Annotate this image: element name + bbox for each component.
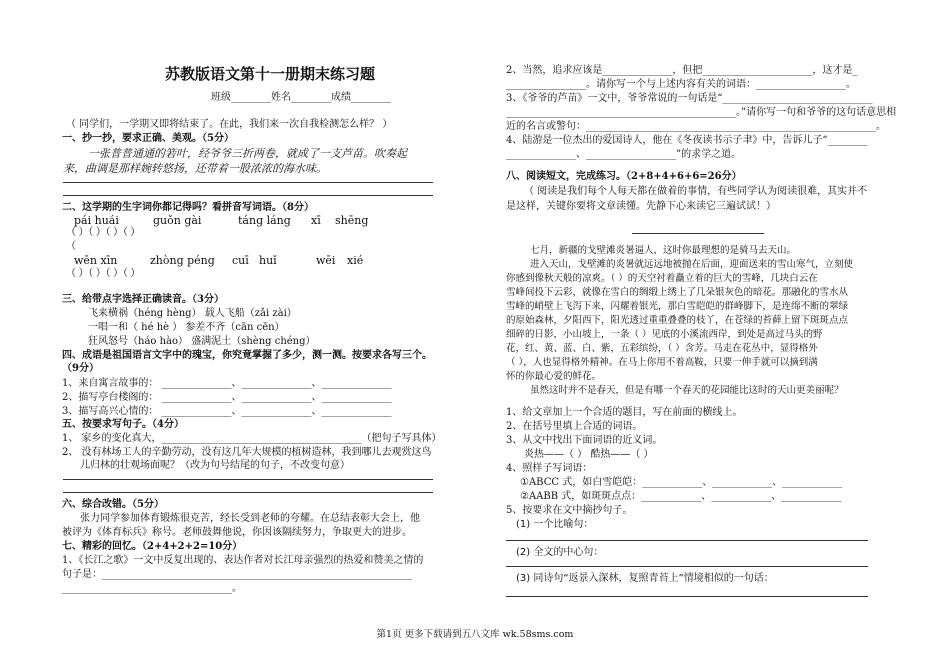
writing-line <box>63 492 433 493</box>
writing-line <box>63 479 433 480</box>
pinyin: zhòng péng <box>150 254 215 267</box>
writing-line <box>63 182 433 183</box>
passage-line: 虽然这时并不是春天，但是有哪一个春天的花园能比这时的天山更美丽呢？ <box>530 385 844 396</box>
q8-question: 5、按要求在文中摘抄句子。 <box>506 505 633 516</box>
page-footer: 第1页 更多下载请到五八文库 wk.58sms.com <box>376 629 574 640</box>
q1-line: 一张普普通通的箬叶，经爷爷三折两卷，就成了一支芦苗。吹奏起 <box>88 147 407 160</box>
q3-line: 狂风怒号（háo hào） 盛满泥土（shèng chéng） <box>88 336 316 347</box>
answer-bracket: （ <box>66 241 76 252</box>
q7-line: 句子是：______________________________________________________________ <box>62 569 412 580</box>
writing-line <box>506 596 868 597</box>
student-info: 班级________姓名________成绩________ <box>211 92 391 103</box>
q8-question: (2) 全文的中心句： <box>516 547 604 558</box>
q8-heading: 八、阅读短文，完成练习。（2+8+4+6+6=26分） <box>506 171 742 182</box>
q5-heading: 五、按要求写句子。（4分） <box>62 419 184 430</box>
answer-brackets: （ ）（ ）（ ）（ ） <box>66 268 141 279</box>
q1-heading: 一、抄一抄，要求正确、美观。（5分） <box>62 133 234 144</box>
writing-line <box>63 195 433 196</box>
q7-line: 1、《长江之歌》一文中反复出现的、表达作者对长江母亲强烈的热爱和赞美之情的 <box>62 555 424 566</box>
pinyin: cuī <box>232 254 249 267</box>
pinyin: xié <box>347 254 364 267</box>
q7-continued: 2、当然，追求应该是______________，但把______________________，这才是_ <box>506 65 858 76</box>
q5-line: 1、 家乡的变化真大，________________________________________（把句子写具体） <box>62 433 442 444</box>
pinyin: táng láng <box>238 214 291 227</box>
q5-line: 2、 没有林场工人的辛勤劳动，没有这几年大规模的植树造林，我到哪儿去观赏这鸟 <box>62 447 432 458</box>
passage-line: 的原始森林，夕阳西下，阳光透过重重叠叠的枝丫，在苍绿的苔藓上留下斑斑点点 <box>506 315 849 326</box>
q6-line: 被评为《体育标兵》称号。老师鼓舞他说，你因该隔续努力，争取更大的进步。 <box>62 527 412 538</box>
q8-question: (3) 同诗句“返景入深林，复照青苔上”情境相似的一句话： <box>516 573 774 584</box>
q3-line: 飞来横祸（héng hèng） 载人飞船（zǎi zài） <box>88 308 297 319</box>
q8-question: ②AABB 式，如斑斑点点：____________、____________、____________ <box>520 491 842 502</box>
q8-question: ①ABCC 式，如白雪皑皑：____________、____________、____________ <box>520 477 843 488</box>
q7-line: __________________________________。 <box>62 583 242 594</box>
pinyin: wēi <box>316 254 336 267</box>
pinyin: wēn xīn <box>74 254 118 267</box>
passage-line: 细碎的日影，小山坡上，一条（ ）见底的小溪流西岸，到处是高过马头的野 <box>506 329 823 340</box>
title-line <box>632 233 764 234</box>
q4-heading: 四、成语是祖国语言文字中的瑰宝，你究竟掌握了多少，测一测。按要求各写三个。 <box>62 350 432 361</box>
pinyin: huǐ <box>259 254 277 267</box>
q8-question: 3、从文中找出下面词语的近义词。 <box>506 435 663 446</box>
q4-line: 1、来自寓言故事的： ______________、______________、______________ <box>62 378 392 389</box>
q3-heading: 三、给带点字选择正确读音。（3分） <box>62 294 224 305</box>
q1-line: 来，曲调是那样婉转悠扬，还带着一股浓浓的海水味。 <box>63 162 327 175</box>
passage-line: 七月，新疆的戈壁滩炎暑逼人，这时你最理想的是骑马去天山。 <box>530 245 797 256</box>
pinyin: xī <box>311 214 321 227</box>
q7-continued: ______________、__________________”的求学之道。 <box>506 149 742 160</box>
intro-note: （ 同学们，一学期又即将结束了。在此，我们来一次自我检测怎么样？ ） <box>66 119 393 130</box>
q4-sub: （9分） <box>62 363 99 374</box>
passage-line: 雪峰的峭壁上飞泻下来，闪耀着银光，那白雪皑皑的群峰脚下，是连绵不断的翠绿 <box>506 301 849 312</box>
writing-line <box>506 540 868 541</box>
passage-line: 花，红、黄、蓝、白、紫，五彩缤纷，（ ）含芳。马走在花丛中，显得格外 <box>506 343 818 354</box>
q8-question: 炎热——（ ） 酷热——（ ） <box>524 449 654 460</box>
q2-heading: 二、这学期的生字词你都记得吗？看拼音写词语。（8分） <box>62 202 314 213</box>
q7-continued: ________________。请你写一个与上述内容有关的词语：__________________。 <box>506 79 856 90</box>
passage-line: （ ），人也显得格外精神。在马上你用不着高鞍，只要一伸手就可以摘到满 <box>506 357 818 368</box>
q7-heading: 七、精彩的回忆。（2+4+2+2=10分） <box>62 541 243 552</box>
passage-line: 进入天山，戈壁滩的炎暑就远远地被抛在后面，迎面送来的雪山寒气，立刻使 <box>530 259 854 270</box>
pinyin: guǒn gài <box>153 214 202 227</box>
pinyin: shēng <box>335 214 369 227</box>
q7-continued: 4、陆游是一位杰出的爱国诗人，他在《冬夜读书示子聿》中，告诉儿子“________ <box>506 135 868 146</box>
q8-intro: （ 阅读是我们每个人每天都在做着的事情，有些同学认为阅读很难，其实并不 <box>524 186 868 197</box>
writing-line <box>506 566 868 567</box>
q8-intro: 是这样，关键你要将文章读懂。先静下心来读它三遍试试！） <box>506 201 776 212</box>
answer-brackets: （ ）（ ）（ ）（ ） <box>66 227 141 238</box>
q8-question: 1、给文章加上一个合适的题目，写在前面的横线上。 <box>506 407 743 418</box>
pinyin: pái huái <box>74 214 119 227</box>
passage-line: 你感到像秋天般的凉爽。（ ）的天空衬着矗立着的巨大的雪峰，几块白云在 <box>506 273 818 284</box>
q7-continued: 近的名言或警句：__________________________________________________________。 <box>506 121 886 132</box>
q6-heading: 六、综合改错。（5分） <box>62 499 164 510</box>
q4-line: 2、描写亭台楼阁的： ______________、______________、______________ <box>62 392 392 403</box>
page-title: 苏教版语文第十一册期末练习题 <box>165 65 376 83</box>
q6-line: 张力同学参加体育锻炼很克苦，经长受到老师的夸耀。在总结表彰大会上，他 <box>80 513 420 524</box>
q7-continued: 3、《爷爷的芦苗》一文中，爷爷常说的一句话是“______________________________ <box>506 93 873 104</box>
q8-question: (1) 一个比喻句： <box>516 519 594 530</box>
q4-line: 3、描写高兴心情的： ______________、______________、______________ <box>62 406 392 417</box>
q8-question: 2、在括号里填上合适的词语。 <box>506 421 643 432</box>
q7-continued: ______________________________________________。”请你写一句和爷爷的这句话意思相 <box>506 107 897 118</box>
q8-question: 4、照样子写词语： <box>506 463 593 474</box>
q3-line: 一唱一和（ hé hè ） 参差不齐（cān cēn） <box>88 322 285 333</box>
passage-line: 怀的你最心爱的鲜花。 <box>506 371 602 382</box>
passage-line: 雪峰间投下云彩，就像在雪白的绸缎上绣上了几朵银灰色的暗花。那融化的雪水从 <box>506 287 849 298</box>
q5-line: 儿归林的壮观场面呢？（改为句号结尾的句子，不改变句意） <box>80 460 350 471</box>
